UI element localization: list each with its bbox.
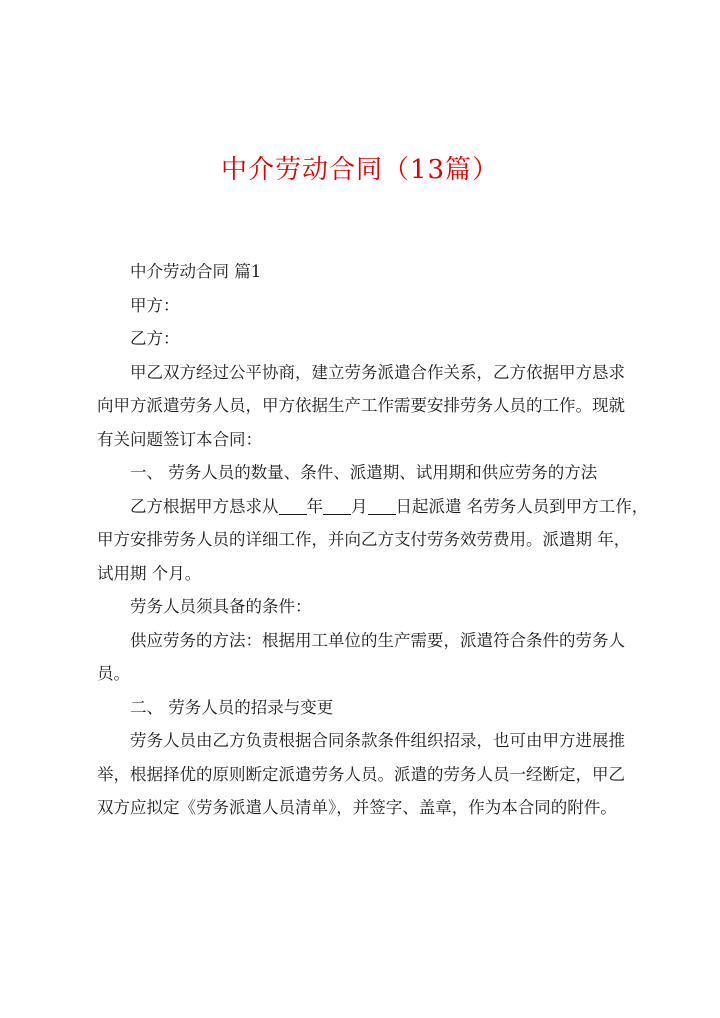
recruitment-paragraph bbox=[97, 724, 633, 825]
day-blank bbox=[368, 497, 396, 515]
party-b-label: 乙方： bbox=[130, 329, 180, 348]
supply-method-line: 供应劳务的方法：根据用工单位的生产需要，派遣符合条件的劳务人 bbox=[130, 630, 625, 650]
supply-method-line: 员。 bbox=[97, 664, 130, 683]
dispatch-text-start: 乙方根据甲方恳求从 bbox=[130, 496, 279, 516]
dispatch-line-1 bbox=[97, 490, 649, 524]
intro-line: 向甲方派遣劳务人员，甲方依据生产工作需要安排劳务人员的工作。现就 bbox=[97, 396, 625, 415]
dispatch-line-2: 甲方安排劳务人员的详细工作，并向乙方支付劳务效劳费用。派遣期 年， bbox=[97, 530, 631, 549]
dispatch-line-3: 试用期 个月。 bbox=[97, 563, 202, 583]
intro-line: 甲乙双方经过公平协商，建立劳务派遣合作关系，乙方依据甲方恳求 bbox=[130, 362, 625, 382]
year-blank bbox=[279, 497, 307, 515]
recruitment-line: 举，根据择优的原则断定派遣劳务人员。派遣的劳务人员一经断定，甲乙 bbox=[97, 764, 625, 784]
clause2-heading: 二、 劳务人员的招录与变更 bbox=[130, 697, 334, 717]
dispatch-text-end: 日起派遣 名劳务人员到甲方工作， bbox=[395, 496, 649, 516]
section-heading: 中介劳动合同 篇1 bbox=[130, 262, 262, 281]
clause1-paragraph-dispatch bbox=[97, 490, 649, 591]
recruitment-line: 双方应拟定《劳务派遣人员清单》，并签字、盖章，作为本合同的附件。 bbox=[97, 798, 617, 817]
clause1-heading: 一、 劳务人员的数量、条件、派遣期、试用期和供应劳务的方法 bbox=[130, 463, 598, 482]
document-body bbox=[97, 255, 649, 825]
year-label: 年 bbox=[306, 496, 323, 516]
intro-line: 有关问题签订本合同： bbox=[97, 429, 262, 449]
month-blank bbox=[323, 497, 351, 515]
supply-method-paragraph bbox=[97, 624, 633, 691]
document-title: 中介劳动合同（13篇） bbox=[220, 155, 500, 185]
conditions-label: 劳务人员须具备的条件： bbox=[130, 597, 312, 616]
intro-paragraph bbox=[97, 356, 633, 457]
month-label: 月 bbox=[351, 496, 368, 516]
recruitment-line: 劳务人员由乙方负责根据合同条款条件组织招录，也可由甲方进展推 bbox=[130, 731, 625, 750]
party-a-label: 甲方： bbox=[130, 295, 180, 315]
